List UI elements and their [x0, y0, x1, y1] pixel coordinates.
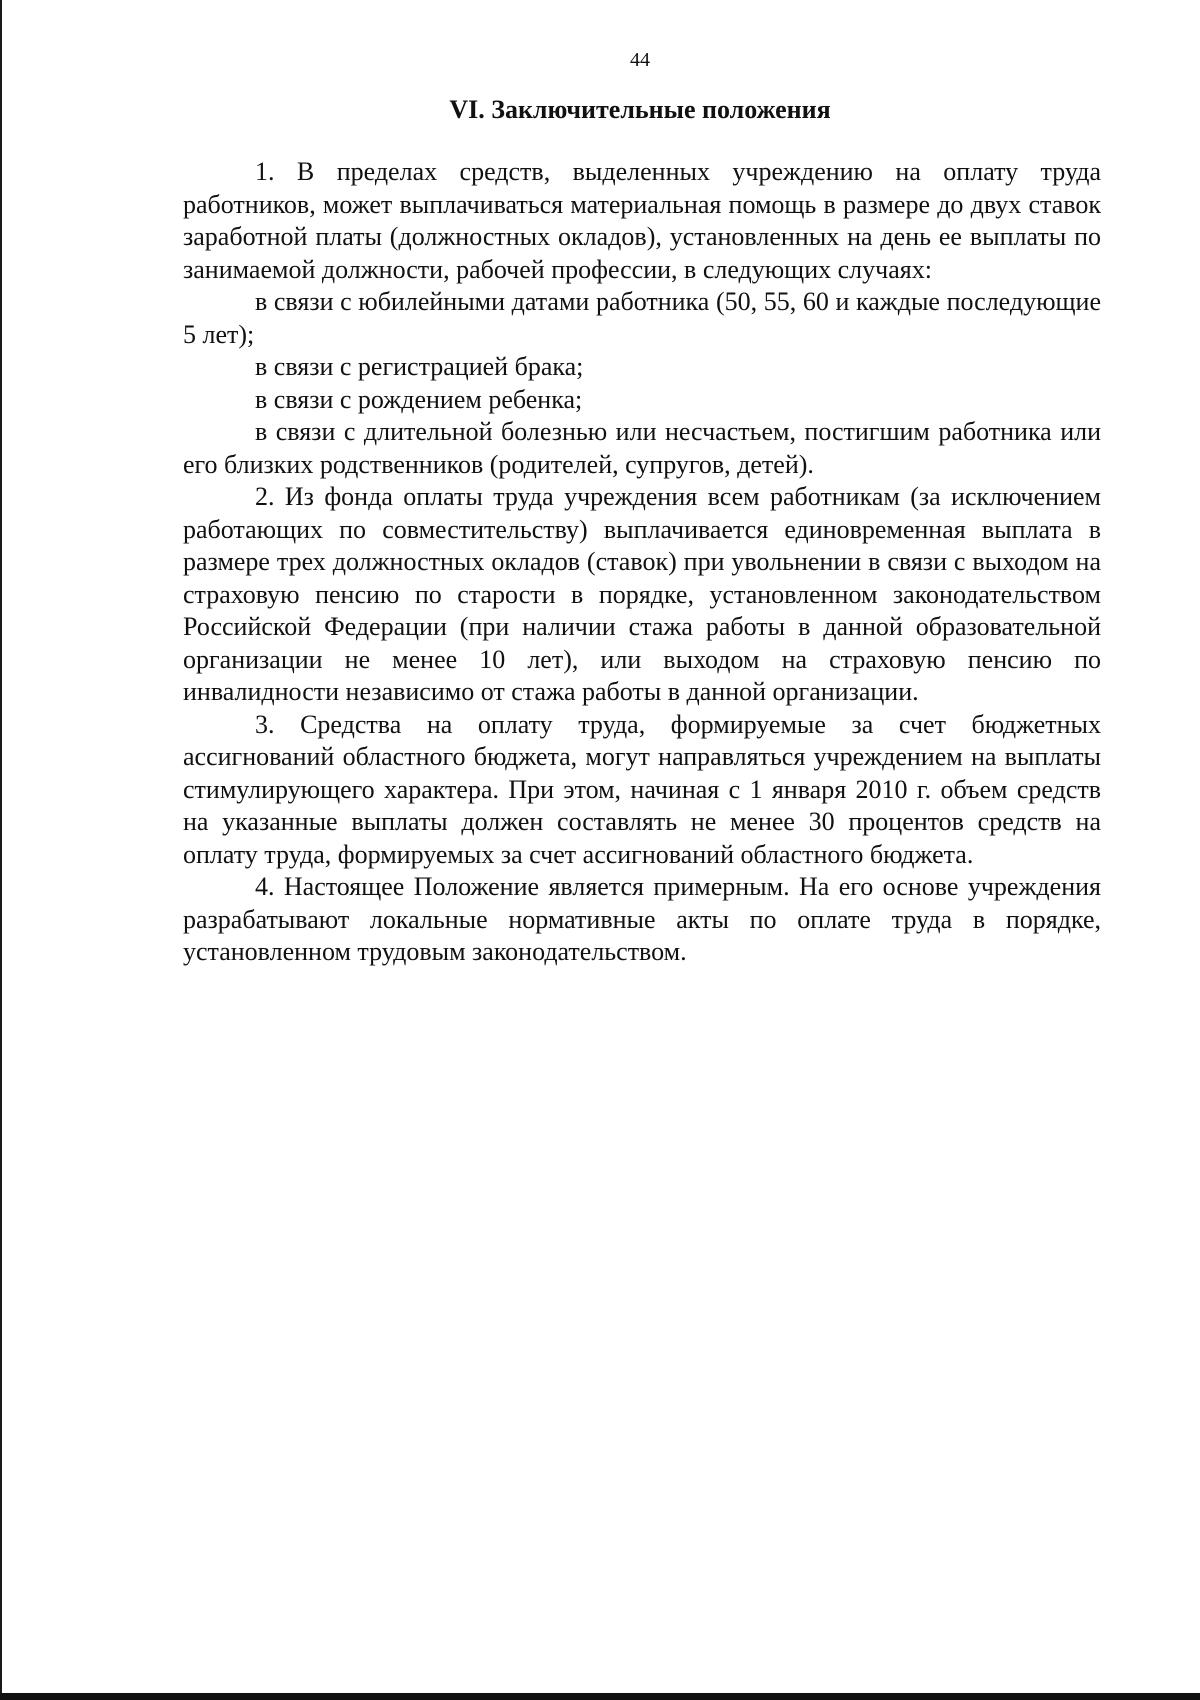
- page-number: 44: [630, 49, 650, 71]
- paragraph-3: 3. Средства на оплату труда, формируемые за счет бюджетных ассигнований областного бюджета, могут направляться учреждением на выплаты стимулирующего характера. При этом, начиная с 1 января 2010 г. объем средств на указанные выплаты должен составлять не менее 30 процентов средств на оплату труда, формируемых за счет ассигнований областного бюджета.: [183, 709, 1101, 869]
- paragraph-1-case-childbirth: в связи с рождением ребенка;: [255, 384, 583, 414]
- paragraph-1-case-illness: в связи с длительной болезнью или несчастьем, постигшим работника или его близких родственников (родителей, супругов, детей).: [183, 417, 1101, 479]
- paragraph-4: 4. Настоящее Положение является примерным. На его основе учреждения разрабатывают локальные нормативные акты по оплате труда в порядке, установленном трудовым законодательством.: [183, 872, 1101, 966]
- scan-bottom-edge: [0, 1693, 1200, 1700]
- scan-left-edge: [0, 0, 2, 1700]
- section-title: VI. Заключительные положения: [449, 95, 831, 124]
- paragraph-1-case-anniversary: в связи с юбилейными датами работника (50, 55, 60 и каждые последующие 5 лет);: [183, 287, 1101, 349]
- paragraph-2: 2. Из фонда оплаты труда учреждения всем работникам (за исключением работающих по совместительству) выплачивается единовременная выплата в размере трех должностных окладов (ставок) при увольнении в связи с выходом на страховую пенсию по старости в порядке, установленном законодательством Российской Федерации (при наличии стажа работы в данной образовательной организации не менее 10 лет), или выходом на страховую пенсию по инвалидности независимо от стажа работы в данной организации.: [183, 482, 1101, 706]
- paragraph-1-case-marriage: в связи с регистрацией брака;: [255, 352, 584, 381]
- paragraph-1-intro: 1. В пределах средств, выделенных учреждению на оплату труда работников, может выплачиваться материальная помощь в размере до двух ставок заработной платы (должностных окладов), установленных на день ее выплаты по занимаемой должности, рабочей профессии, в следующих случаях:: [183, 157, 1101, 284]
- document-body: [183, 156, 1101, 969]
